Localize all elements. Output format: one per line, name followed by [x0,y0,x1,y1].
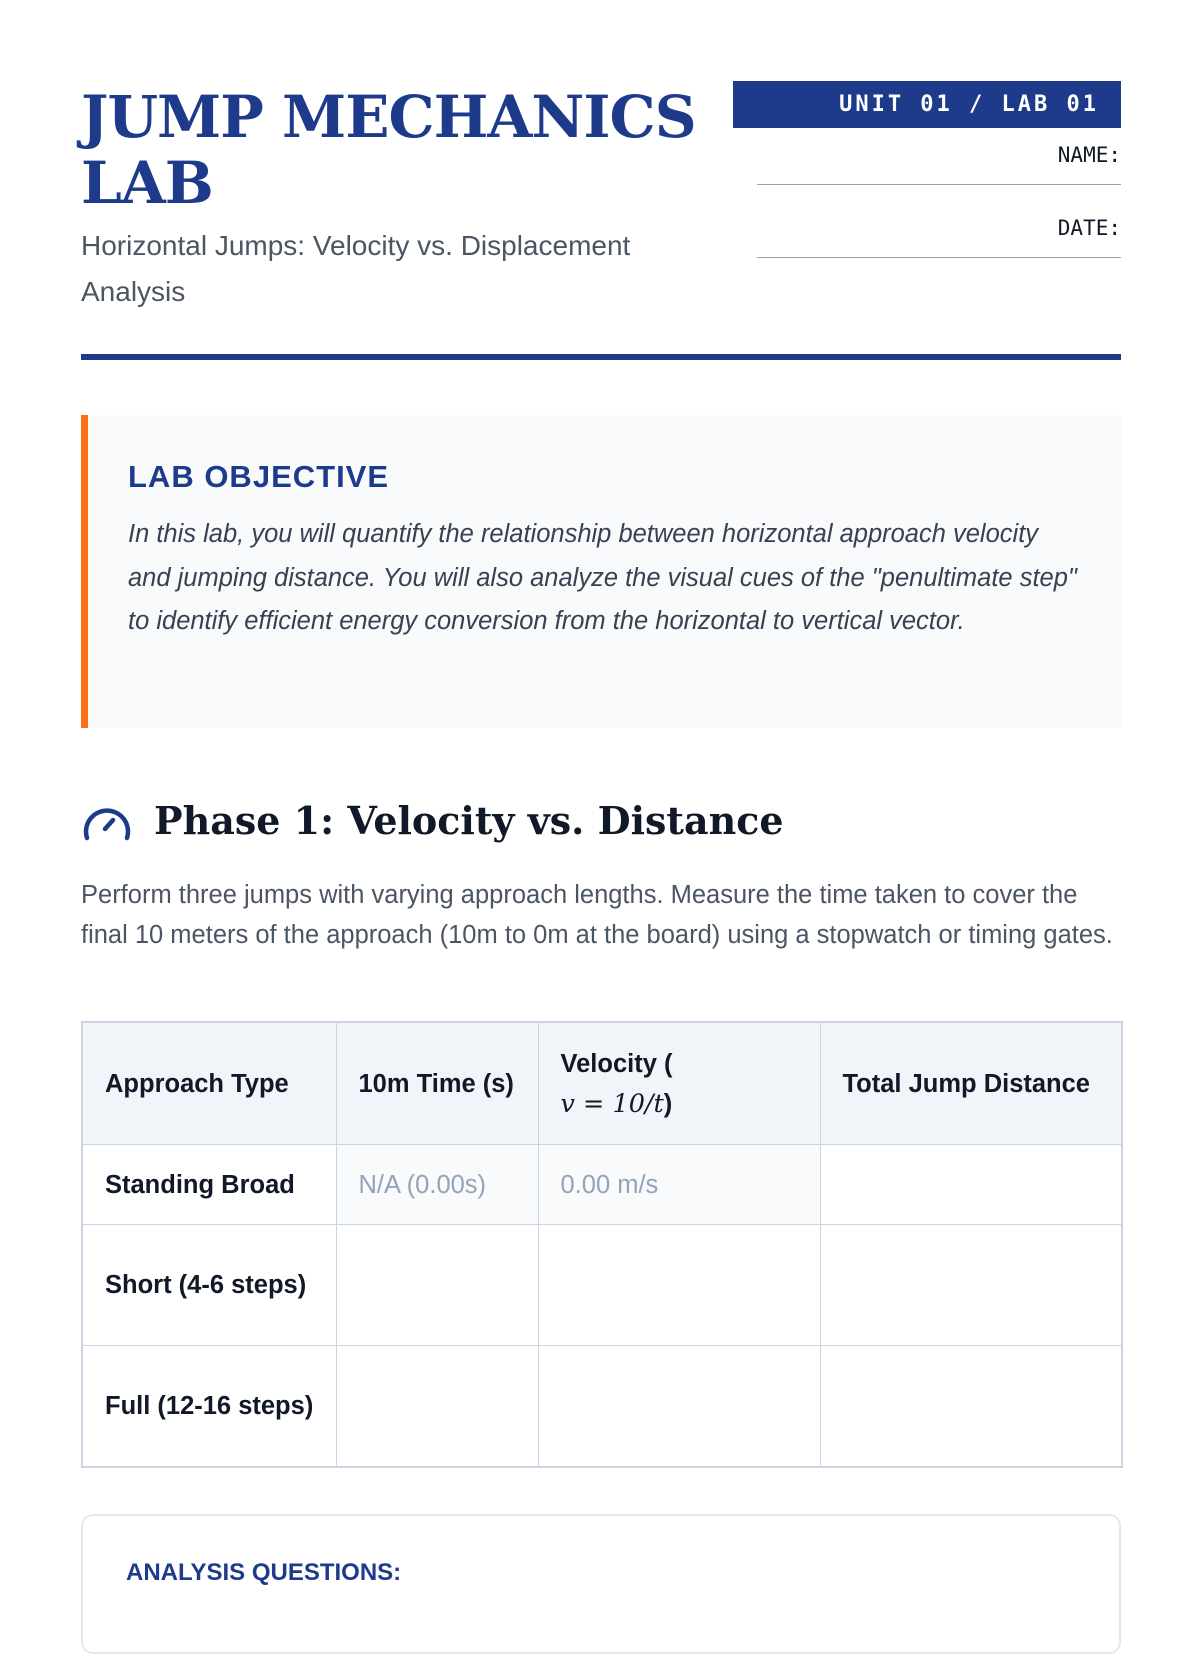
time-cell[interactable] [336,1225,538,1346]
page-title: JUMP MECHANICS LAB [81,83,696,217]
phase1-description: Perform three jumps with varying approach lengths. Measure the time taken to cover the final 10 meters of the approach (10m to 0m at the board) using a stopwatch or timing gates. [81,881,1113,949]
velocity-label-close: ) [663,1089,673,1118]
gauge-icon [81,800,133,844]
date-line[interactable] [757,257,1121,258]
velocity-cell[interactable] [538,1346,820,1468]
analysis-questions-box [81,1514,1121,1654]
name-line[interactable] [757,184,1121,185]
lab-objective-box [81,415,1121,728]
approach-type-cell: Standing Broad [82,1145,336,1225]
table-header-row [82,1022,1122,1145]
page-subtitle: Horizontal Jumps: Velocity vs. Displacement Analysis [81,230,631,307]
name-label: NAME: [1057,143,1121,167]
distance-cell[interactable] [820,1145,1122,1225]
velocity-label: Velocity ( [560,1049,673,1078]
header [81,78,1121,358]
header-approach-type: Approach Type [82,1022,336,1145]
name-field[interactable] [757,140,1121,185]
time-cell[interactable] [336,1346,538,1468]
velocity-cell[interactable] [538,1225,820,1346]
objective-heading: LAB OBJECTIVE [128,459,390,494]
approach-type-cell: Full (12-16 steps) [82,1346,336,1468]
date-field[interactable] [757,213,1121,258]
date-label: DATE: [1057,216,1121,240]
header-time: 10m Time (s) [336,1022,538,1145]
phase1-title: Phase 1: Velocity vs. Distance [154,798,784,843]
table-row [82,1225,1122,1346]
unit-badge: UNIT 01 / LAB 01 [733,81,1121,128]
phase1-heading [81,796,1121,846]
distance-cell[interactable] [820,1346,1122,1468]
velocity-cell[interactable]: 0.00 m/s [538,1145,820,1225]
objective-text: In this lab, you will quantify the relationship between horizontal approach velocity and jumping distance. You will also analyze the visual cues of the "penultimate step" to identify efficient energy conversion from the horizontal to vertical vector. [128,520,1077,635]
time-cell[interactable]: N/A (0.00s) [336,1145,538,1225]
table-row [82,1145,1122,1225]
table-row [82,1346,1122,1468]
distance-cell[interactable] [820,1225,1122,1346]
header-distance: Total Jump Distance [820,1022,1122,1145]
analysis-heading: ANALYSIS QUESTIONS: [126,1559,402,1586]
velocity-distance-table [81,1021,1123,1468]
approach-type-cell: Short (4-6 steps) [82,1225,336,1346]
velocity-formula: v = 10/t [560,1088,664,1119]
header-velocity [538,1022,820,1145]
header-divider [81,354,1121,360]
